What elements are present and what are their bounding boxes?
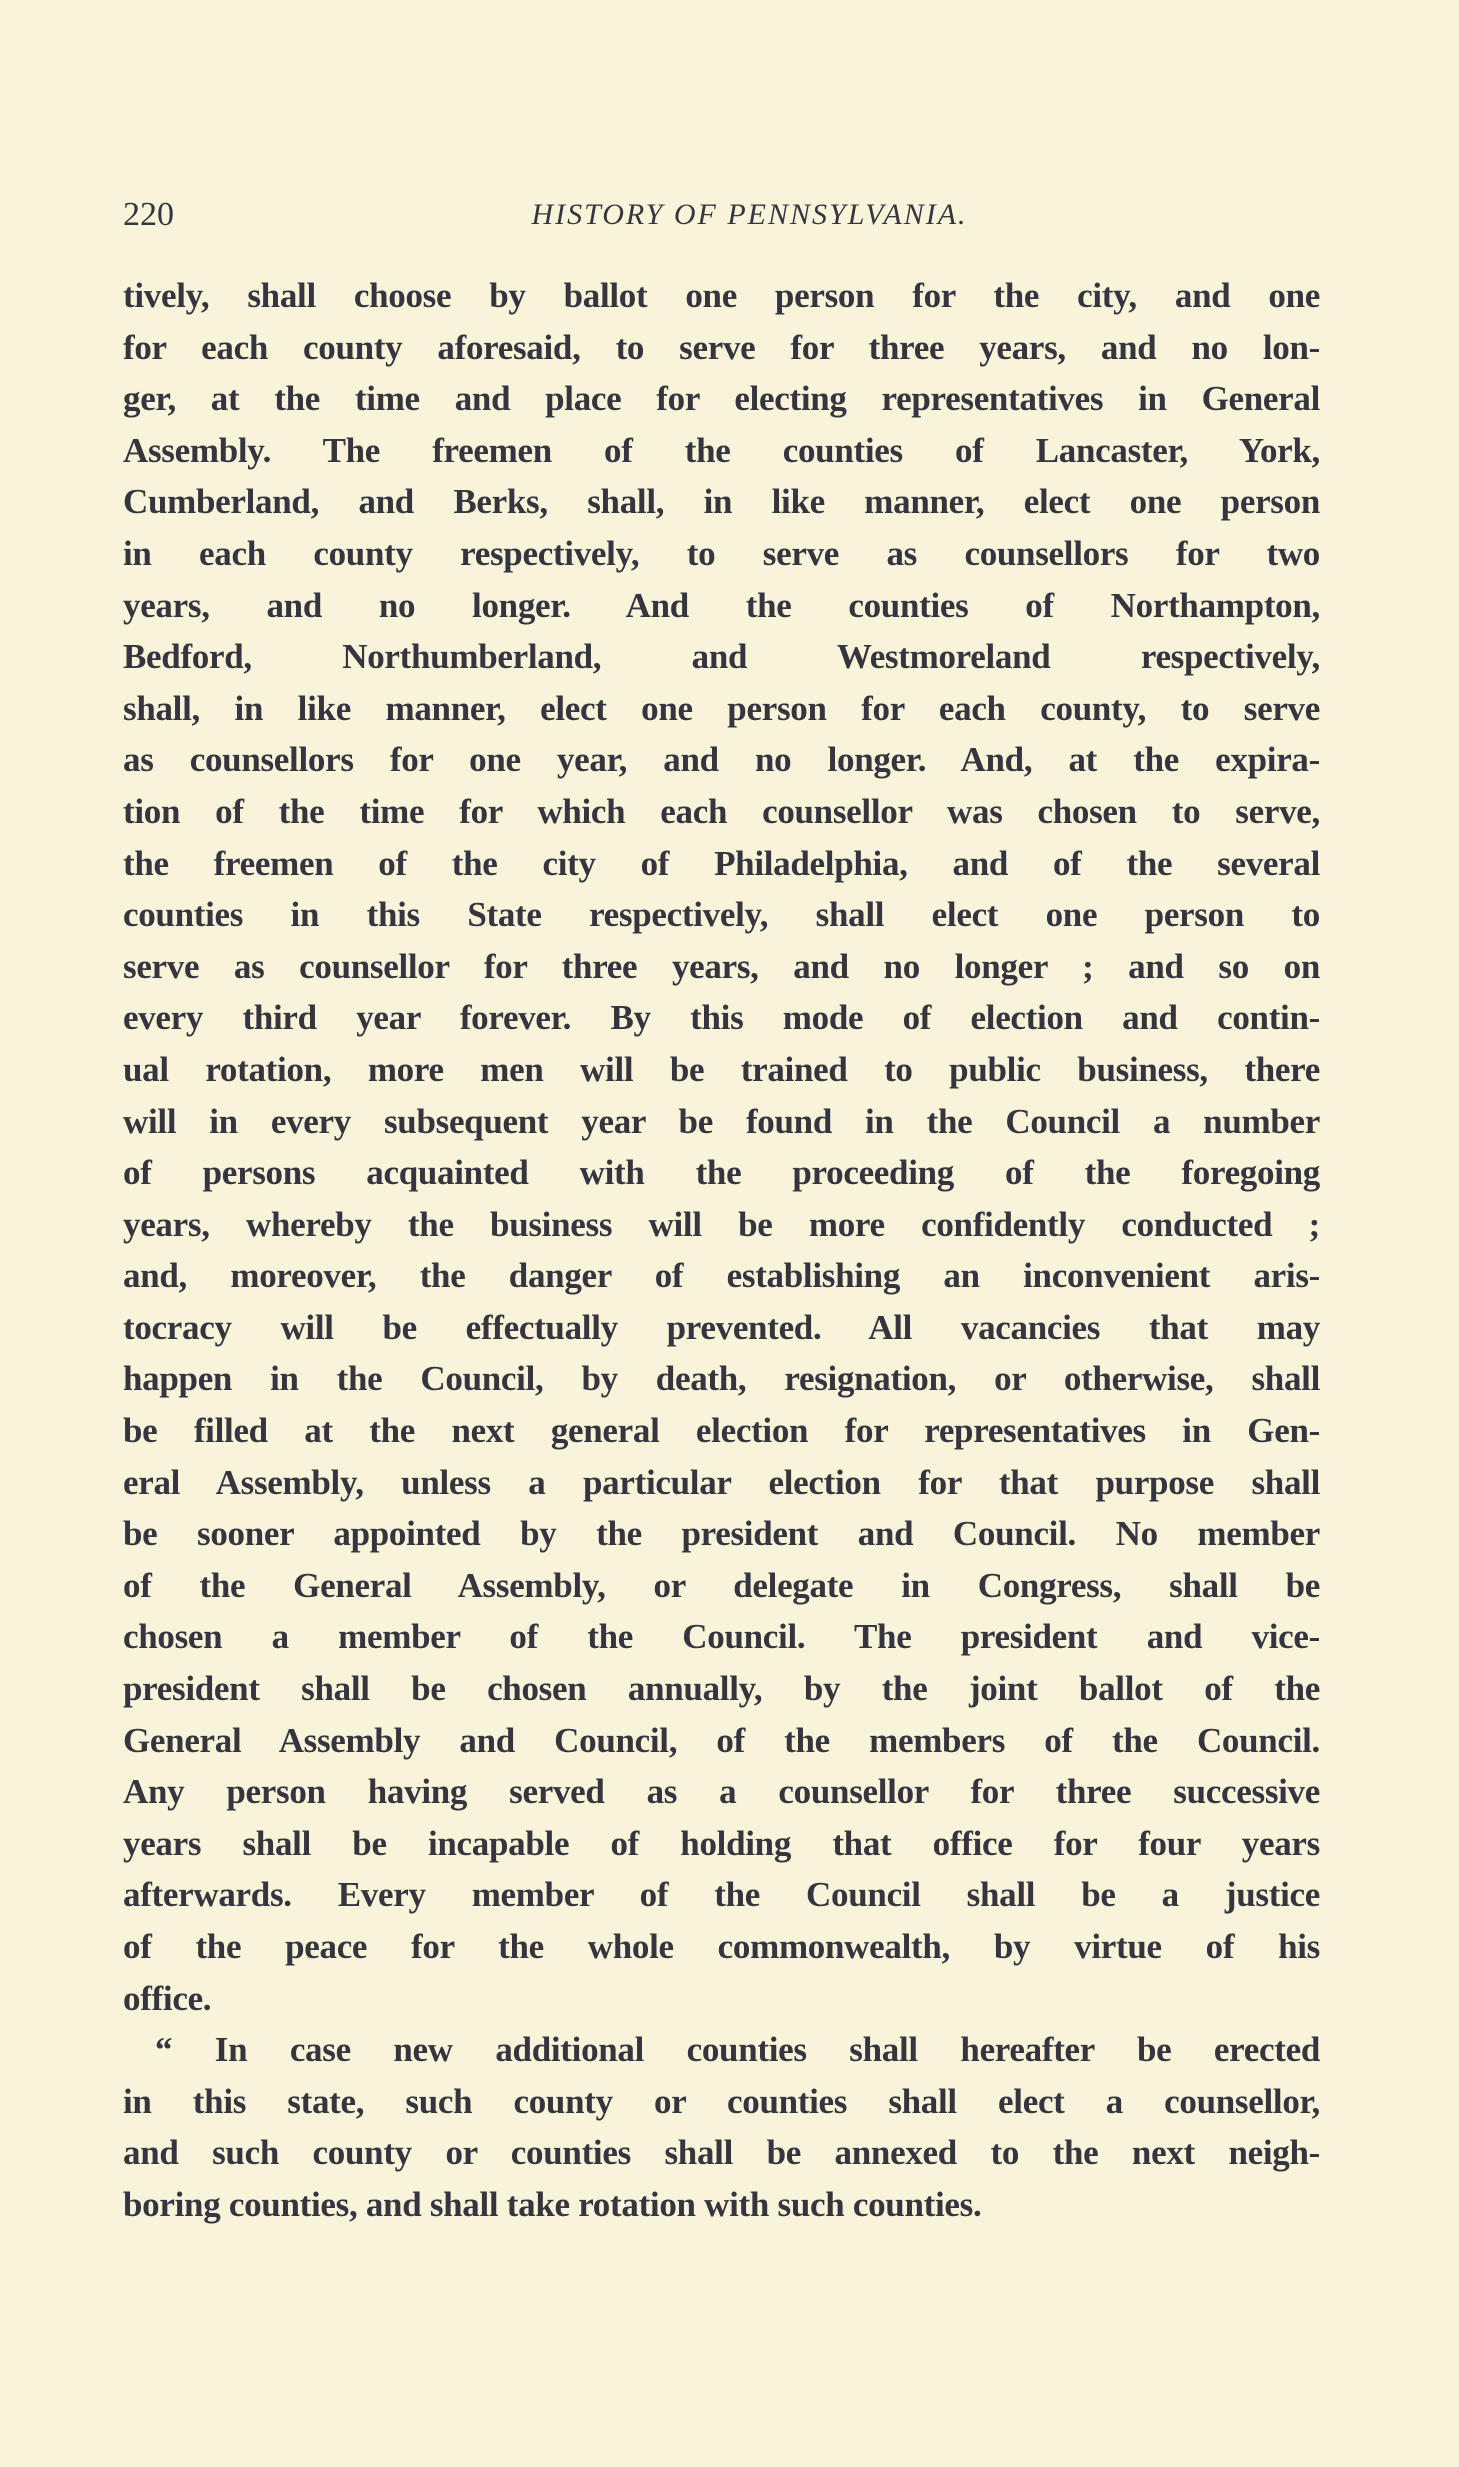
text-line: every third year forever. By this mode of election and contin- (123, 998, 1320, 1038)
text-line: shall, in like manner, elect one person for each county, to serve (123, 688, 1320, 728)
text-line: happen in the Council, by death, resignation, or otherwise, shall (123, 1359, 1320, 1399)
page-number: 220 (123, 196, 174, 233)
text-line: tion of the time for which each counsellor was chosen to serve, (123, 791, 1320, 831)
text-line: be filled at the next general election for representatives in Gen- (123, 1411, 1320, 1451)
text-line: years, and no longer. And the counties of Northampton, (123, 585, 1320, 625)
text-line: “ In case new additional counties shall hereafter be erected (155, 2030, 1320, 2070)
text-line: Bedford, Northumberland, and Westmoreland respectively, (123, 637, 1320, 677)
text-line: tively, shall choose by ballot one person for the city, and one (123, 276, 1320, 315)
text-line: and such county or counties shall be annexed to the next neigh- (123, 2133, 1320, 2173)
text-line: in this state, such county or counties shall elect a counsellor, (123, 2081, 1320, 2121)
text-line: be sooner appointed by the president and Council. No member (123, 1514, 1320, 1554)
text-line: years shall be incapable of holding that office for four years (123, 1823, 1320, 1863)
text-line: tocracy will be effectually prevented. All vacancies that may (123, 1307, 1320, 1347)
text-line: of the peace for the whole commonwealth, by virtue of his (123, 1927, 1320, 1966)
text-line: of persons acquainted with the proceeding of the foregoing (123, 1153, 1320, 1193)
running-title: HISTORY OF PENNSYLVANIA. (531, 198, 968, 231)
text-line: Cumberland, and Berks, shall, in like manner, elect one person (123, 482, 1320, 522)
text-line: in each county respectively, to serve as counsellors for two (123, 533, 1320, 573)
text-line: office. (123, 1978, 212, 2018)
text-line: will in every subsequent year be found in the Council a number (123, 1101, 1320, 1141)
text-line: counties in this State respectively, shall elect one person to (123, 895, 1320, 935)
text-line: General Assembly and Council, of the members of the Council. (123, 1720, 1320, 1760)
text-line: Assembly. The freemen of the counties of Lancaster, York, (123, 430, 1320, 470)
text-line: serve as counsellor for three years, and no longer ; and so on (123, 946, 1320, 986)
text-line: as counsellors for one year, and no longer. And, at the expira- (123, 740, 1320, 780)
body-text (123, 270, 1320, 2231)
text-line: years, whereby the business will be more confidently conducted ; (123, 1204, 1320, 1244)
text-line: afterwards. Every member of the Council shall be a justice (123, 1875, 1320, 1915)
text-line: chosen a member of the Council. The president and vice- (123, 1617, 1320, 1657)
text-line: the freemen of the city of Philadelphia, and of the several (123, 843, 1320, 883)
text-line: of the General Assembly, or delegate in Congress, shall be (123, 1565, 1320, 1605)
text-line: and, moreover, the danger of establishing an inconvenient aris- (123, 1256, 1320, 1296)
text-line: boring counties, and shall take rotation with such counties. (123, 2184, 982, 2224)
text-line: ual rotation, more men will be trained to public business, there (123, 1049, 1320, 1089)
text-line: for each county aforesaid, to serve for three years, and no lon- (123, 327, 1320, 367)
text-line: Any person having served as a counsellor for three successive (123, 1772, 1320, 1812)
text-line: president shall be chosen annually, by the joint ballot of the (123, 1669, 1320, 1709)
text-line: eral Assembly, unless a particular election for that purpose shall (123, 1462, 1320, 1502)
text-line: ger, at the time and place for electing representatives in General (123, 379, 1320, 419)
